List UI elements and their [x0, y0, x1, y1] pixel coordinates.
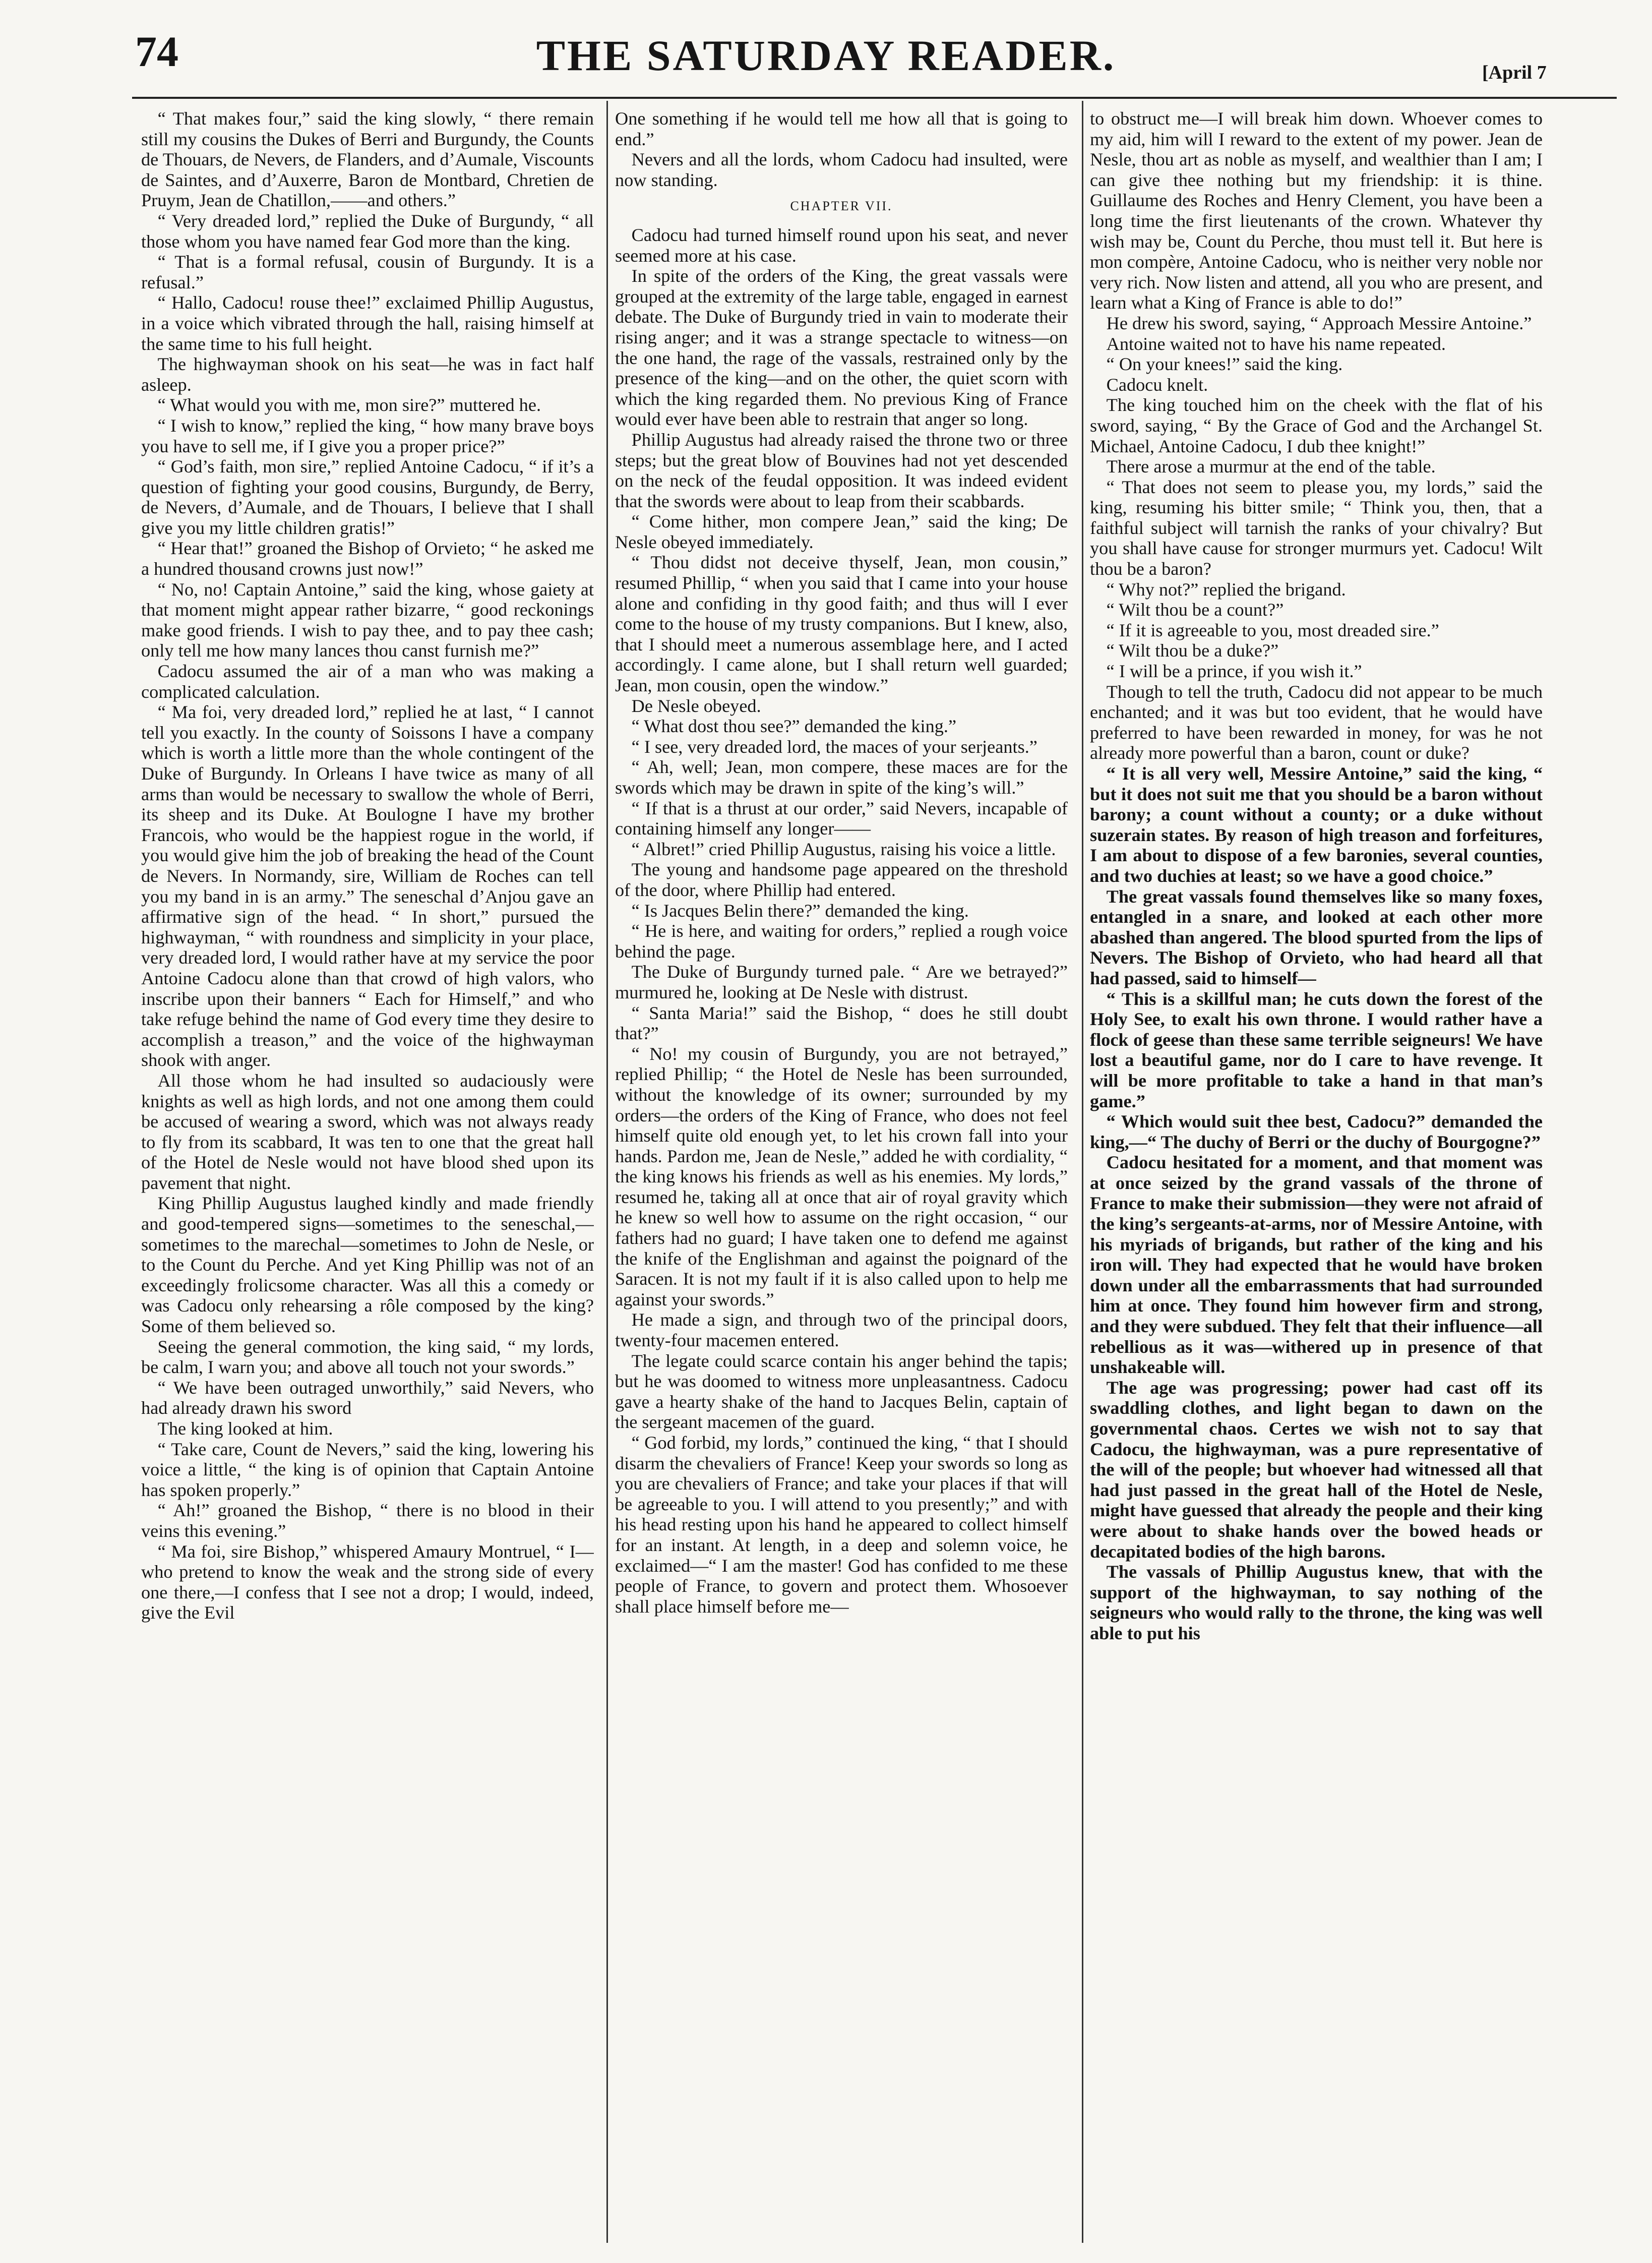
- paragraph: “ What dost thou see?” demanded the king.”: [631, 716, 957, 737]
- chapter-heading: CHAPTER VII.: [790, 199, 893, 214]
- paragraph: One something if he would tell me how all that is going to end.”: [615, 108, 1068, 149]
- paragraph: “ I wish to know,” replied the king, “ how many brave boys you have to sell me, if I give you a proper price?”: [141, 415, 594, 456]
- paragraph: Cadocu had turned himself round upon his seat, and never seemed more at his case.: [615, 224, 1068, 266]
- paragraph: The legate could scarce contain his anger behind the tapis; but he was doomed to witness more unpleasantness. Cadocu gave a hearty shake of the hand to Jacques Belin, captain of the sergeant macemen of the guard.: [615, 1350, 1068, 1433]
- paragraph: Phillip Augustus had already raised the throne two or three steps; but the great blow of Bouvines had not yet descended on the neck of the feudal opposition. It was indeed evident that the swords were about to leap from their scabbards.: [615, 429, 1068, 511]
- paragraph: There arose a murmur at the end of the table.: [1106, 456, 1436, 477]
- paragraph: He made a sign, and through two of the principal doors, twenty-four macemen entered.: [615, 1309, 1068, 1351]
- paragraph: “ Albret!” cried Phillip Augustus, raising his voice a little.: [631, 839, 1056, 859]
- paragraph: “ I see, very dreaded lord, the maces of your serjeants.”: [631, 736, 1037, 757]
- paragraph: The Duke of Burgundy turned pale. “ Are we betrayed?” murmured he, looking at De Nesle with distrust.: [615, 962, 1068, 1002]
- paragraph: The king looked at him.: [157, 1418, 333, 1439]
- paragraph: to obstruct me—I will break him down. Whoever comes to my aid, him will I reward to the extent of my power. Jean de Nesle, thou art as noble as myself, and wealthier than I am; I can give thee nothing but my friendship: it is thine. Guillaume des Roches and Henry Clement, you have been a long time the first lieutenants of the crown. Whatever thy wish may be, Count du Perche, thou must tell it. But here is mon compère, Antoine Cadocu, who is neither very noble nor very rich. Now listen and attend, all you who are present, and learn what a King of France is able to do!”: [1090, 108, 1543, 313]
- paragraph: “ Hallo, Cadocu! rouse thee!” exclaimed Phillip Augustus, in a voice which vibrated through the hall, raising himself at the same time to his full height.: [141, 292, 594, 354]
- masthead-title: THE SATURDAY READER.: [536, 31, 1116, 80]
- paragraph: The great vassals found themselves like so many foxes, entangled in a snare, and looked at each other more abashed than angered. The blood spurted from the lips of Nevers. The Bishop of Orvieto, who had heard all that had passed, said to himself—: [1090, 886, 1543, 988]
- paragraph: “ Hear that!” groaned the Bishop of Orvieto; “ he asked me a hundred thousand crowns just now!”: [141, 538, 594, 579]
- paragraph: “ Ah, well; Jean, mon compere, these maces are for the swords which may be drawn in spite of the king’s will.”: [615, 757, 1068, 798]
- paragraph: “ That is a formal refusal, cousin of Burgundy. It is a refusal.”: [141, 252, 594, 292]
- text-column-2: [615, 108, 1068, 2243]
- paragraph: Seeing the general commotion, the king said, “ my lords, be calm, I warn you; and above all touch not your swords.”: [141, 1336, 594, 1378]
- paragraph: “ If that is a thrust at our order,” said Nevers, incapable of containing himself any longer——: [615, 798, 1068, 839]
- paragraph: “ Which would suit thee best, Cadocu?” demanded the king,—“ The duchy of Berri or the duchy of Bourgogne?”: [1090, 1111, 1543, 1152]
- paragraph: “ Thou didst not deceive thyself, Jean, mon cousin,” resumed Phillip, “ when you said that I came into your house alone and confiding in thy good faith; and thus will I ever come to the house of my trusty companions. But I knew, also, that I should meet a numerous assemblage here, and I acted accordingly. I came alone, but I shall return well guarded; Jean, mon cousin, open the window.”: [615, 552, 1068, 696]
- paragraph: The age was progressing; power had cast off its swaddling clothes, and light began to dawn on the governmental chaos. Certes we wish not to say that Cadocu, the highwayman, was a pure representative of the will of the people; but whoever had witnessed all that had just passed in the great hall of the Hotel de Nesle, might have guessed that already the people and their king were about to shake hands over the bowed heads or decapitated bodies of the high barons.: [1090, 1377, 1543, 1562]
- paragraph: He drew his sword, saying, “ Approach Messire Antoine.”: [1106, 313, 1532, 333]
- paragraph: Cadocu hesitated for a moment, and that moment was at once seized by the grand vassals of the throne of France to make their submission—they were not afraid of the king’s sergeants-at-arms, nor of Messire Antoine, with his myriads of brigands, but rather of the king and his iron will. They had expected that he would have broken down under all the embarrassments that had surrounded him at once. They found him however firm and strong, and they were subdued. They felt that their influence—all rebellious as it was—withered up in presence of that unshakeable will.: [1090, 1152, 1543, 1378]
- paragraph: “ Ma foi, sire Bishop,” whispered Amaury Montruel, “ I—who pretend to know the weak and the strong side of every one there,—I confess that I see not a drop; I would, indeed, give the Evil: [141, 1541, 594, 1623]
- paragraph: “ Very dreaded lord,” replied the Duke of Burgundy, “ all those whom you have named fear God more than the king.: [141, 210, 594, 252]
- paragraph: Nevers and all the lords, whom Cadocu had insulted, were now standing.: [615, 149, 1068, 190]
- paragraph: “ God forbid, my lords,” continued the king, “ that I should disarm the chevaliers of France! Keep your swords so long as you are chevaliers of France; and take your places if that will be agreeable to you. I will attend to you presently;” and with his head resting upon his hand he appeared to collect himself for an instant. At length, in a deep and solemn voice, he exclaimed—“ I am the master! God has confided to me these people of France, to govern and protect them. Whosoever shall place himself before me—: [615, 1433, 1068, 1617]
- paragraph: “ We have been outraged unworthily,” said Nevers, who had already drawn his sword: [141, 1377, 594, 1418]
- paragraph: “ I will be a prince, if you wish it.”: [1106, 661, 1362, 682]
- paragraph: “ Santa Maria!” said the Bishop, “ does he still doubt that?”: [615, 1002, 1068, 1044]
- paragraph: “ Come hither, mon compere Jean,” said the king; De Nesle obeyed immediately.: [615, 511, 1068, 552]
- paragraph: Though to tell the truth, Cadocu did not appear to be much enchanted; and it was but too evident, that he would have preferred to have been rewarded in money, for was he not already more powerful than a baron, count or duke?: [1090, 681, 1543, 763]
- paragraph: The king touched him on the cheek with the flat of his sword, saying, “ By the Grace of God and the Archangel St. Michael, Antoine Cadocu, I dub thee knight!”: [1090, 395, 1543, 456]
- paragraph: The highwayman shook on his seat—he was in fact half asleep.: [141, 354, 594, 395]
- paragraph: “ Is Jacques Belin there?” demanded the king.: [631, 900, 969, 921]
- paragraph: The vassals of Phillip Augustus knew, that with the support of the highwayman, to say nothing of the seigneurs who would rally to the throne, the king was well able to put his: [1090, 1562, 1543, 1643]
- paragraph: “ Take care, Count de Nevers,” said the king, lowering his voice a little, “ the king is of opinion that Captain Antoine has spoken properly.”: [141, 1439, 594, 1500]
- paragraph: Cadocu assumed the air of a man who was making a complicated calculation.: [141, 661, 594, 702]
- paragraph: “ No! my cousin of Burgundy, you are not betrayed,” replied Phillip; “ the Hotel de Nesle has been surrounded, without the knowledge of its owner; surrounded by my orders—the orders of the King of France, who does not feel himself quite old enough yet, to let his crown fall into your hands. Pardon me, Jean de Nesle,” added he with cordiality, “ the king knows his friends as well as his enemies. My lords,” resumed he, taking all at once that air of royal gravity which he knew so well how to assume on the right occasion, “ our fathers had no guard; I have taken one to defend me against the knife of the Englishman and against the poignard of the Saracen. It is not my fault if it is also called upon to help me against your swords.”: [615, 1043, 1068, 1309]
- paragraph: “ No, no! Captain Antoine,” said the king, whose gaiety at that moment might appear rather bizarre, “ good reckonings make good friends. I wish to pay thee, and to pay thee cash; only tell me how many lances thou canst furnish me?”: [141, 579, 594, 661]
- paragraph: “ This is a skillful man; he cuts down the forest of the Holy See, to exalt his own throne. I would rather have a flock of geese than these same terrible seigneurs! We have lost a beautiful game, nor do I care to have revenge. It will be more profitable to take a hand in that man’s game.”: [1090, 988, 1543, 1111]
- paragraph: “ That does not seem to please you, my lords,” said the king, resuming his bitter smile; “ Think you, then, that a faithful subject will tarnish the ranks of your chivalry? But you shall have cause for stronger murmurs yet. Cadocu! Wilt thou be a baron?: [1090, 477, 1543, 579]
- paragraph: “ That makes four,” said the king slowly, “ there remain still my cousins the Dukes of Berri and Burgundy, the Counts de Thouars, de Nevers, de Flanders, and d’Aumale, Viscounts de Saintes, and d’Auxerre, Baron de Montbard, Chretien de Pruym, Jean de Chatillon,——and others.”: [141, 108, 594, 211]
- paragraph: “ It is all very well, Messire Antoine,” said the king, “ but it does not suit me that you should be a baron without barony; a count without a county; or a duke without suzerain states. By reason of high treason and forfeitures, I am about to dispose of a few baronies, several counties, and two duchies at least; so we have a good choice.”: [1090, 763, 1543, 886]
- paragraph: “ Ah!” groaned the Bishop, “ there is no blood in their veins this evening.”: [141, 1500, 594, 1541]
- issue-date: [April 7: [1482, 62, 1547, 83]
- paragraph: All those whom he had insulted so audaciously were knights as well as high lords, and not one among them could be accused of wearing a sword, which was not always ready to fly from its scabbard, It was ten to one that the great hall of the Hotel de Nesle would not have blood shed upon its pavement that night.: [141, 1070, 594, 1193]
- page-number: 74: [135, 27, 178, 76]
- column-divider: [606, 101, 608, 2243]
- paragraph: “ On your knees!” said the king.: [1106, 354, 1343, 375]
- paragraph: “ He is here, and waiting for orders,” replied a rough voice behind the page.: [615, 921, 1068, 962]
- page-header: [0, 0, 1652, 106]
- paragraph: “ God’s faith, mon sire,” replied Antoine Cadocu, “ if it’s a question of fighting your good cousins, Burgundy, de Berry, de Nevers, d’Aumale, and de Thouars, I believe that I shall give you my little children gratis!”: [141, 456, 594, 538]
- paragraph: The young and handsome page appeared on the threshold of the door, where Phillip had entered.: [615, 859, 1068, 900]
- paragraph: Antoine waited not to have his name repeated.: [1106, 333, 1446, 354]
- paragraph: De Nesle obeyed.: [631, 695, 761, 716]
- text-column-1: [141, 108, 594, 2243]
- paragraph: Cadocu knelt.: [1106, 374, 1208, 395]
- paragraph: “ Wilt thou be a count?”: [1106, 600, 1284, 620]
- header-rule: [132, 97, 1617, 99]
- text-column-3: [1090, 108, 1543, 2243]
- paragraph: “ What would you with me, mon sire?” muttered he.: [157, 395, 541, 415]
- paragraph: “ Ma foi, very dreaded lord,” replied he at last, “ I cannot tell you exactly. In the county of Soissons I have a company which is worth a little more than the whole contingent of the Duke of Burgundy. In Orleans I have twice as many of all arms than would be necessary to swallow the whole of Berri, its sheep and its Duke. At Boulogne I have my brother Francois, who would be the happiest rogue in the world, if you would give him the job of breaking the head of the Count de Nevers. In Normandy, sire, William de Roches can tell you my band in is an army.” The seneschal d’Anjou gave an affirmative sign of the head. “ In short,” pursued the highwayman, “ with roundness and simplicity in your place, very dreaded lord, I would rather have at my service the poor Antoine Cadocu alone than that crowd of high valors, who inscribe upon their banners “ Each for Himself,” and who take refuge behind the name of God every time they desire to accomplish a treason,” and the voice of the highwayman shook with anger.: [141, 702, 594, 1070]
- paragraph: “ If it is agreeable to you, most dreaded sire.”: [1106, 620, 1439, 640]
- column-divider: [1082, 101, 1083, 2243]
- paragraph: In spite of the orders of the King, the great vassals were grouped at the extremity of the large table, engaged in earnest debate. The Duke of Burgundy tried in vain to moderate their rising anger; and it was a strange spectacle to witness—on the one hand, the rage of the vassals, restrained only by the presence of the king—and on the other, the quiet scorn with which the king regarded them. No previous King of France would ever have been able to restrain that anger so long.: [615, 266, 1068, 430]
- paragraph: King Phillip Augustus laughed kindly and made friendly and good-tempered signs—sometimes to the seneschal,—sometimes to the marechal—sometimes to John de Nesle, or to the Count du Perche. And yet King Phillip was not of an exceedingly frolicsome character. Was all this a comedy or was Cadocu only rehearsing a rôle composed by the king? Some of them believed so.: [141, 1193, 594, 1337]
- paragraph: “ Wilt thou be a duke?”: [1106, 640, 1279, 661]
- paragraph: “ Why not?” replied the brigand.: [1106, 579, 1346, 600]
